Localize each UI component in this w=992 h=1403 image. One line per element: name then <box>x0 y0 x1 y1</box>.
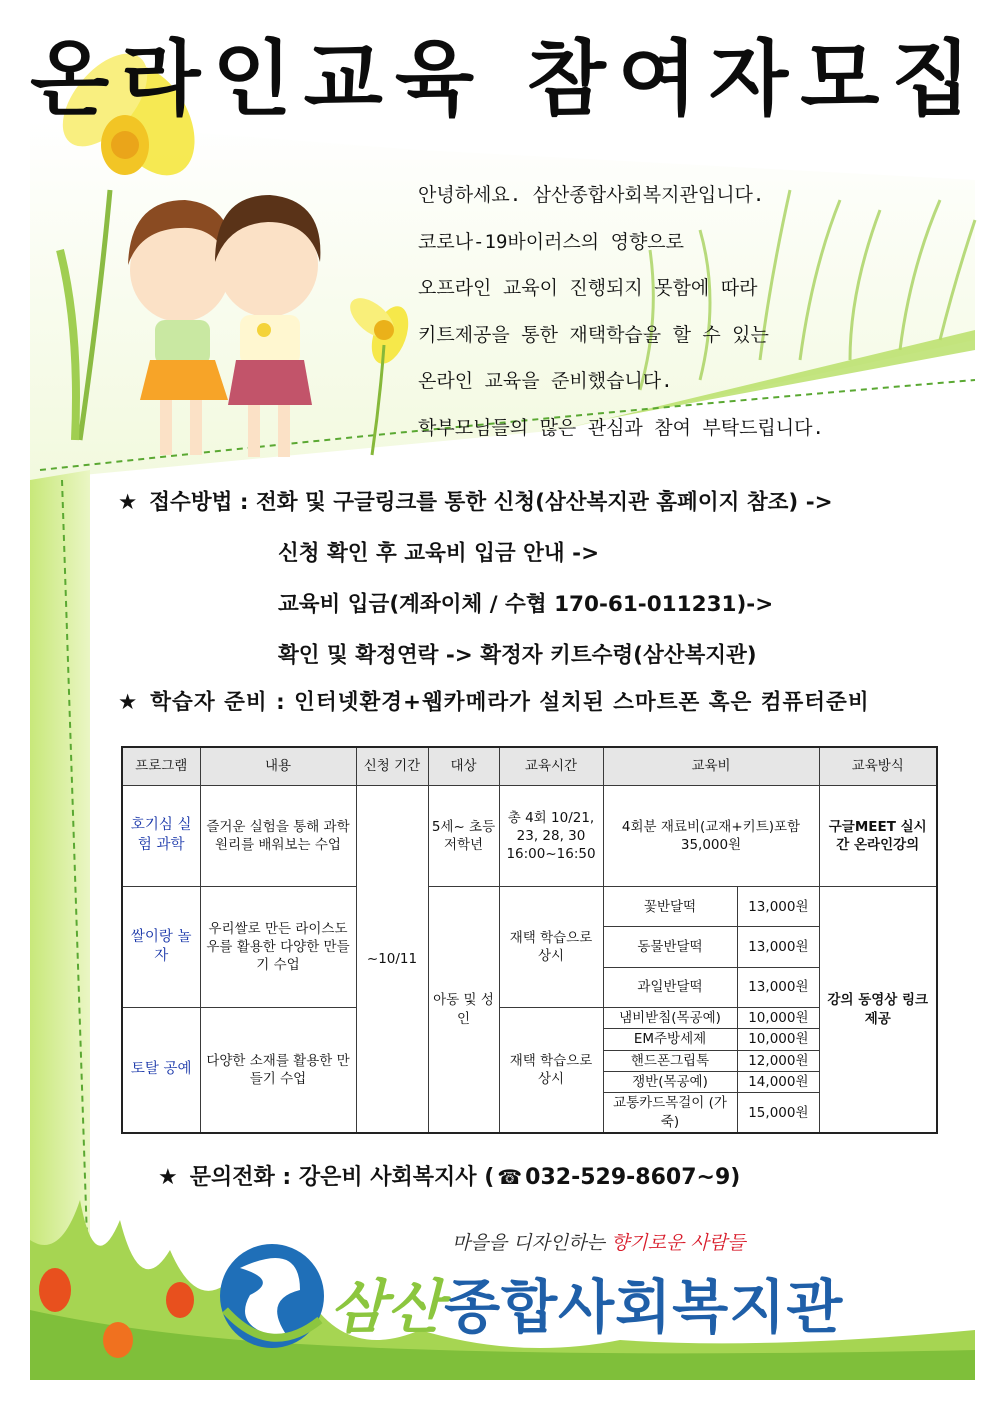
table-row <box>122 1007 937 1028</box>
kit-price: 10,000원 <box>737 1007 819 1028</box>
kit-price: 13,000원 <box>737 927 819 967</box>
program-schedule: 재택 학습으로 상시 <box>499 887 603 1008</box>
header-target: 대상 <box>428 747 499 785</box>
procedure-step: 교육비 입금(계좌이체 / 수협 170-61-011231)-> <box>278 592 774 617</box>
kit-name: 교통카드목걸이 (가죽) <box>603 1093 737 1133</box>
program-method: 강의 동영상 링크제공 <box>819 887 937 1133</box>
program-name: 호기심 실험 과학 <box>122 785 200 887</box>
header-content: 내용 <box>200 747 356 785</box>
header-method: 교육방식 <box>819 747 937 785</box>
program-content: 다양한 소재를 활용한 만들기 수업 <box>200 1007 356 1133</box>
program-content: 우리쌀로 만든 라이스도우를 활용한 다양한 만들기 수업 <box>200 887 356 1008</box>
procedure-step: 확인 및 확정연락 -> 확정자 키트수령(삼산복지관) <box>278 643 757 668</box>
contact-label: 문의전화 : 강은비 사회복지사 ( <box>189 1165 495 1190</box>
procedure-step: 전화 및 구글링크를 통한 신청(삼산복지관 홈페이지 참조) -> <box>255 490 833 515</box>
program-method: 구글MEET 실시간 온라인강의 <box>819 785 937 887</box>
page-title: 온라인교육 참여자모집 <box>30 32 983 127</box>
program-name: 쌀이랑 놀자 <box>122 887 200 1008</box>
program-target: 아동 및 성인 <box>428 887 499 1133</box>
greeting-line: 안녕하세요. 삼산종합사회복지관입니다. <box>418 184 765 206</box>
kit-price: 13,000원 <box>737 887 819 927</box>
greeting-line: 온라인 교육을 준비했습니다. <box>418 370 673 392</box>
table-row <box>122 887 937 927</box>
procedure-label: 접수방법 : <box>149 490 249 515</box>
kit-price: 14,000원 <box>737 1071 819 1092</box>
kit-name: 동물반달떡 <box>603 927 737 967</box>
star-icon: ★ <box>118 490 138 515</box>
kit-name: 냄비받침(목공예) <box>603 1007 737 1028</box>
program-table <box>121 746 938 1134</box>
contact-number[interactable]: 032-529-8607~9) <box>525 1165 741 1190</box>
kit-price: 13,000원 <box>737 967 819 1007</box>
star-icon: ★ <box>118 690 139 715</box>
slogan <box>452 1228 745 1255</box>
kit-name: EM주방세제 <box>603 1029 737 1050</box>
application-procedure <box>118 483 978 687</box>
slogan-highlight: 향기로운 사람들 <box>610 1232 746 1254</box>
greeting-line: 키트제공을 통한 재택학습을 할 수 있는 <box>418 323 769 346</box>
kit-name: 과일반달떡 <box>603 967 737 1007</box>
table-header-row <box>122 747 937 785</box>
phone-icon: ☎ <box>497 1165 523 1189</box>
slogan-text: 마을을 디자인하는 <box>452 1232 611 1254</box>
kit-name: 쟁반(목공예) <box>603 1071 737 1092</box>
organization-name <box>330 1260 843 1344</box>
program-content: 즐거운 실험을 통해 과학원리를 배워보는 수업 <box>200 785 356 887</box>
kit-price: 10,000원 <box>737 1029 819 1050</box>
greeting-message <box>418 172 938 451</box>
greeting-line: 학부모님들의 많은 관심과 참여 부탁드립니다. <box>418 416 824 439</box>
contact-info <box>158 1160 740 1191</box>
header-period: 신청 기간 <box>356 747 428 785</box>
greeting-line: 코로나-19바이러스의 영향으로 <box>418 230 685 253</box>
kit-price: 12,000원 <box>737 1050 819 1071</box>
program-schedule: 총 4회 10/21, 23, 28, 30 16:00~16:50 <box>499 785 603 887</box>
procedure-step: 신청 확인 후 교육비 입금 안내 -> <box>278 541 600 566</box>
organization-name-part2: 종합사회복지관 <box>444 1273 844 1341</box>
star-icon: ★ <box>158 1165 178 1190</box>
program-fee: 4회분 재료비(교재+키트)포함 35,000원 <box>603 785 819 887</box>
header-schedule: 교육시간 <box>499 747 603 785</box>
procedure-line-1 <box>118 483 978 534</box>
header-fee: 교육비 <box>603 747 819 785</box>
preparation-text: 학습자 준비 : 인터넷환경+웹카메라가 설치된 스마트폰 혹은 컴퓨터준비 <box>150 690 870 715</box>
kit-price: 15,000원 <box>737 1093 819 1133</box>
header-program: 프로그램 <box>122 747 200 785</box>
program-target: 5세~ 초등 저학년 <box>428 785 499 887</box>
program-schedule: 재택 학습으로 상시 <box>499 1007 603 1133</box>
kit-name: 핸드폰그립톡 <box>603 1050 737 1071</box>
table-row <box>122 785 937 887</box>
application-period: ~10/11 <box>356 785 428 1133</box>
kit-name: 꽃반달떡 <box>603 887 737 927</box>
organization-name-part1: 삼산 <box>330 1273 445 1341</box>
learner-preparation <box>118 685 988 716</box>
greeting-line: 오프라인 교육이 진행되지 못함에 따라 <box>418 277 758 299</box>
program-name: 토탈 공예 <box>122 1007 200 1133</box>
